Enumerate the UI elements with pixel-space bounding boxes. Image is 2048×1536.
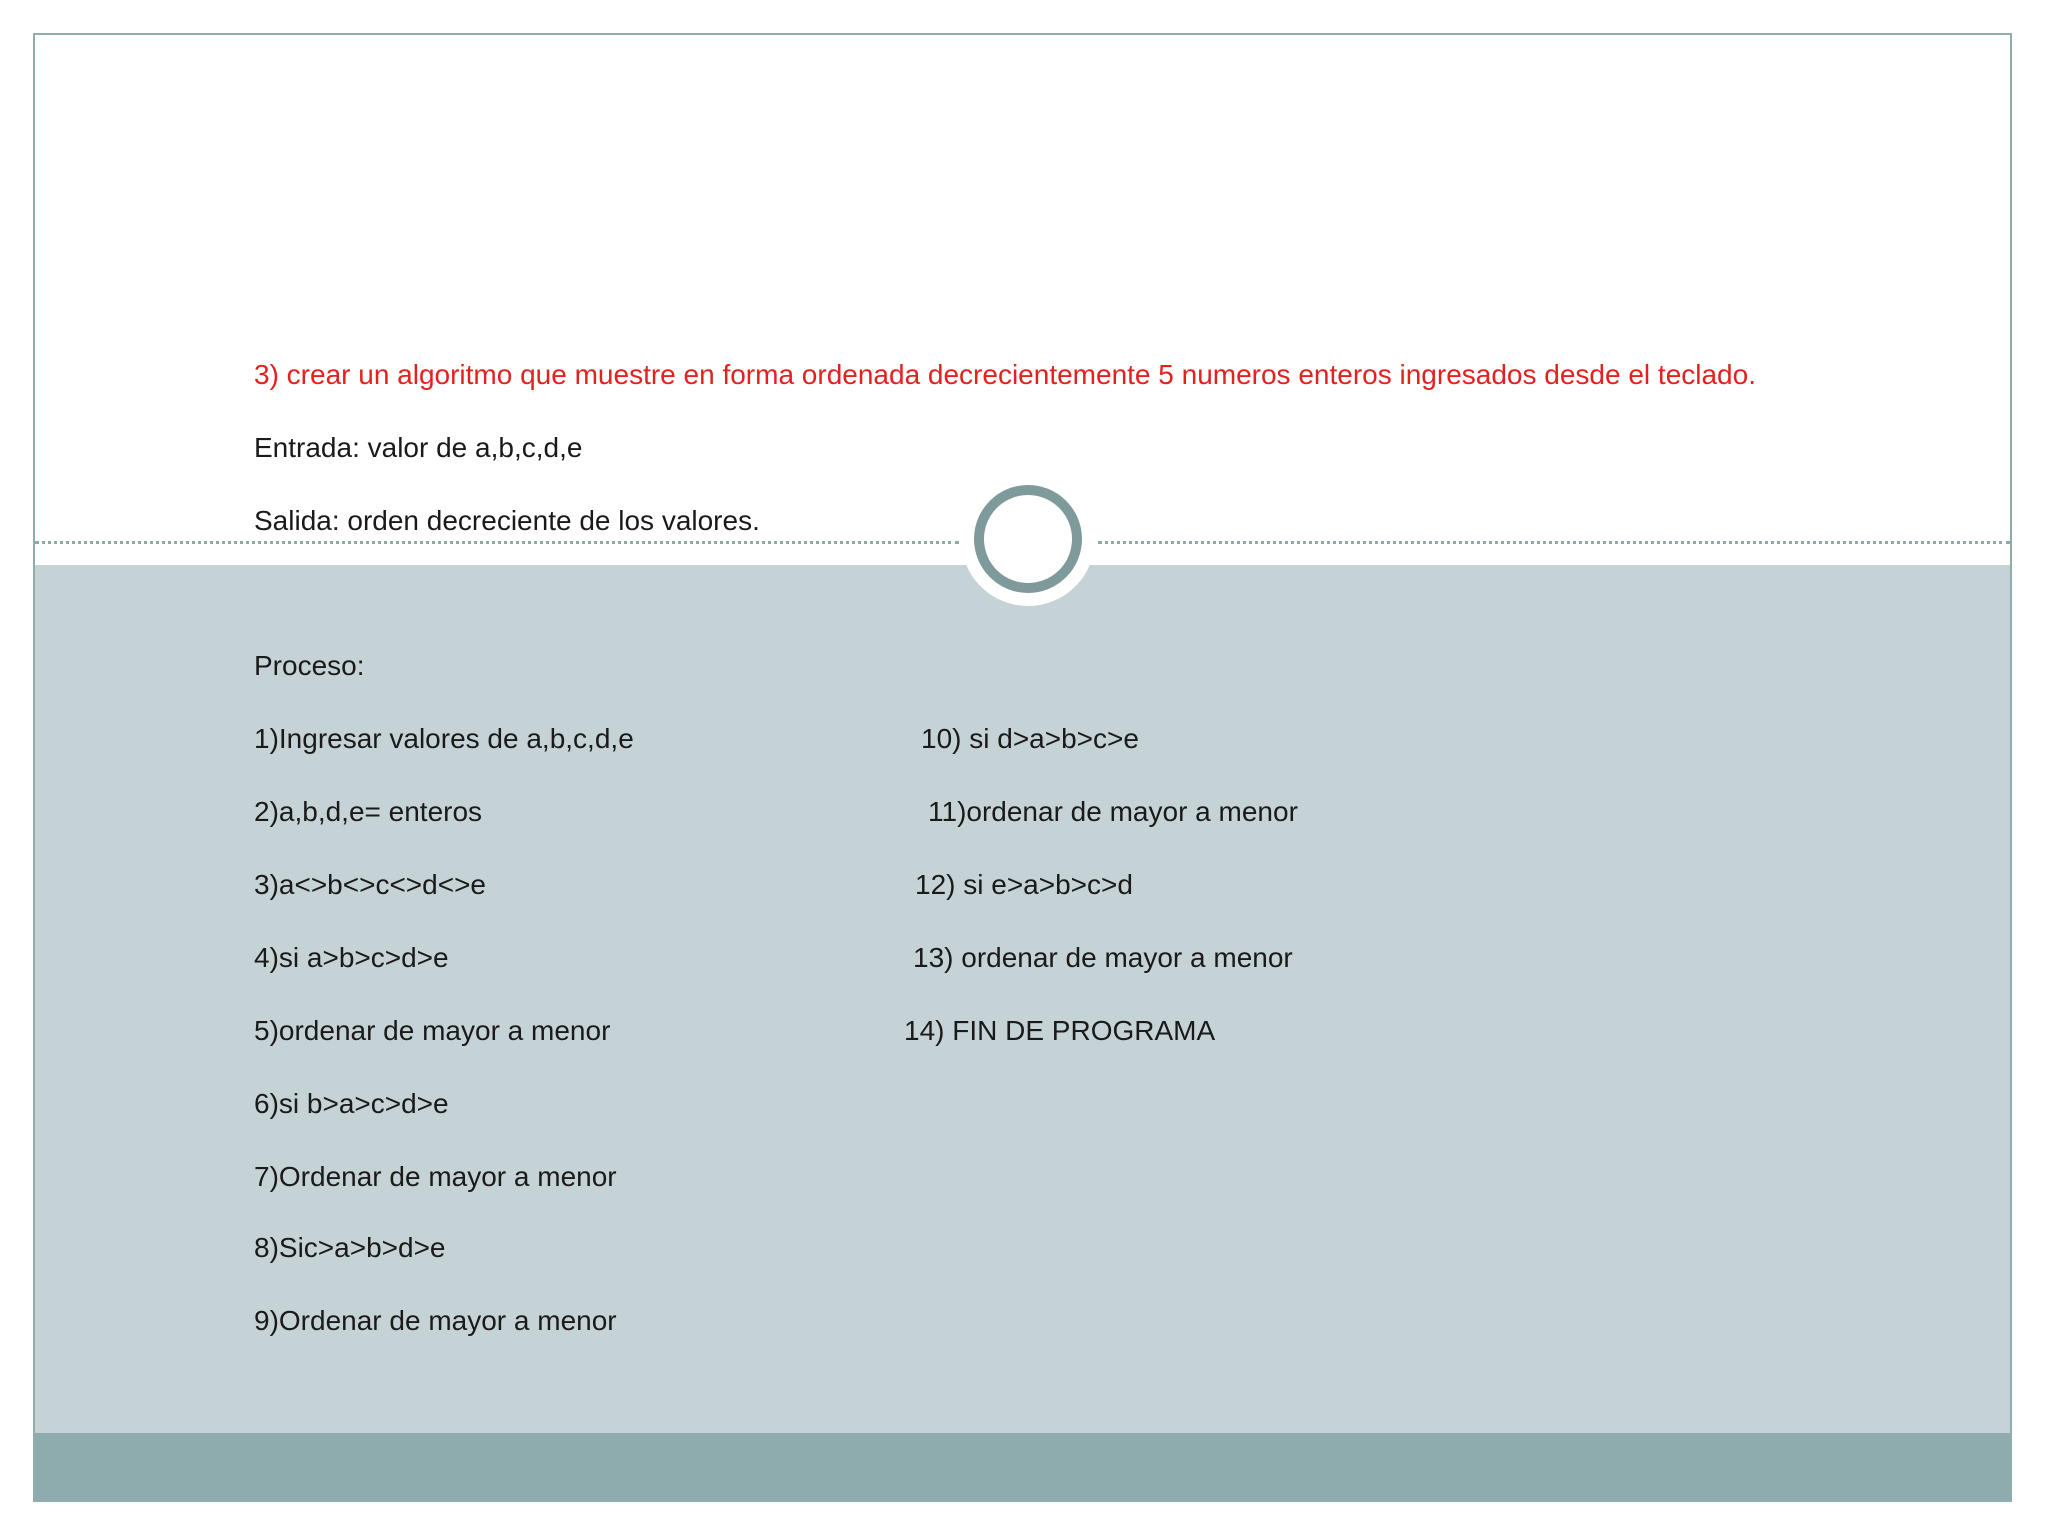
step-right-10: 10) si d>a>b>c>e: [921, 723, 1139, 754]
step-right-12: 12) si e>a>b>c>d: [915, 869, 1133, 900]
divider-rule-right: [1098, 541, 2010, 544]
slide: [33, 33, 2012, 1502]
step-left-7: 7)Ordenar de mayor a menor: [254, 1161, 617, 1192]
ring-ornament-icon: [974, 485, 1082, 593]
step-left-4: 4)si a>b>c>d>e: [254, 942, 449, 973]
step-right-11: 11)ordenar de mayor a menor: [928, 796, 1298, 827]
step-left-6: 6)si b>a>c>d>e: [254, 1088, 449, 1119]
step-left-2: 2)a,b,d,e= enteros: [254, 796, 483, 827]
step-left-8: 8)Sic>a>b>d>e: [254, 1232, 446, 1263]
step-left-5: 5)ordenar de mayor a menor: [254, 1015, 611, 1046]
slide-heading: 3) crear un algoritmo que muestre en forma ordenada decrecientemente 5 numeros enteros ingresados desde el teclado.: [254, 359, 1756, 390]
step-left-3: 3)a<>b<>c<>d<>e: [254, 869, 486, 900]
step-right-13: 13) ordenar de mayor a menor: [913, 942, 1293, 973]
proceso-label: Proceso:: [254, 650, 365, 681]
entrada-line: Entrada: valor de a,b,c,d,e: [254, 432, 583, 463]
slide-footer-band: [35, 1433, 2010, 1502]
step-left-9: 9)Ordenar de mayor a menor: [254, 1305, 617, 1336]
salida-line: Salida: orden decreciente de los valores.: [254, 505, 760, 536]
divider-rule-left: [35, 541, 959, 544]
step-left-1: 1)Ingresar valores de a,b,c,d,e: [254, 723, 634, 754]
step-right-14: 14) FIN DE PROGRAMA: [904, 1015, 1216, 1046]
